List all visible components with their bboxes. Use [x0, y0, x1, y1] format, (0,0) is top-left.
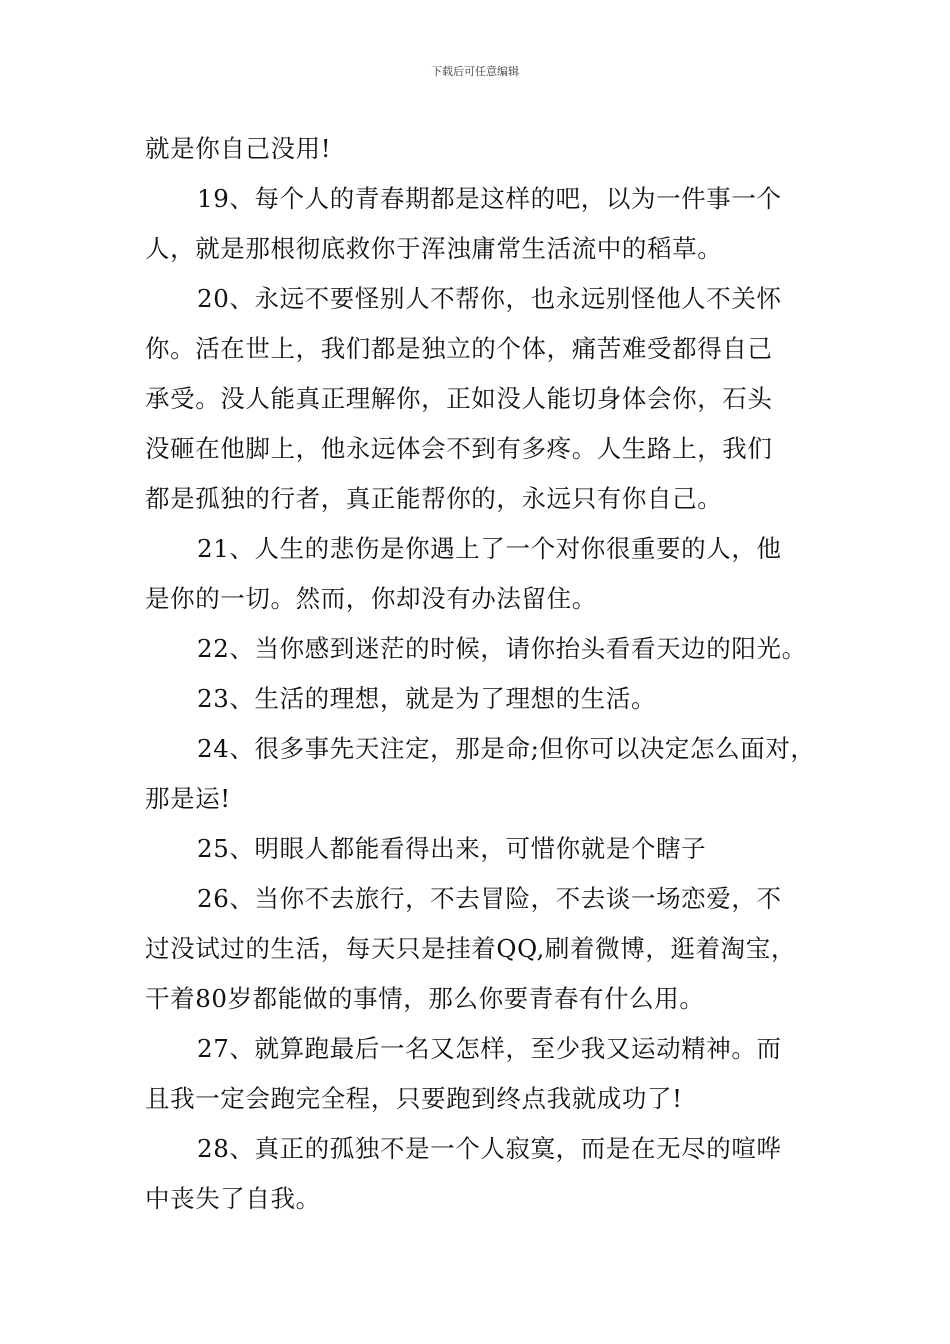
text-line: 你。活在世上，我们都是独立的个体，痛苦难受都得自己: [145, 334, 773, 363]
text-line: 那是运!: [145, 784, 231, 813]
page-header: 下载后可任意编辑: [431, 65, 519, 78]
text-line: 20、永远不要怪别人不帮你，也永远别怪他人不关怀: [197, 284, 782, 313]
text-line: 28、真正的孤独不是一个人寂寞，而是在无尽的喧哗: [197, 1134, 782, 1163]
text-line: 人，就是那根彻底救你于浑浊庸常生活流中的稻草。: [145, 234, 723, 263]
text-line: 且我一定会跑完全程，只要跑到终点我就成功了!: [145, 1084, 683, 1113]
text-line: 22、当你感到迷茫的时候，请你抬头看看天边的阳光。: [197, 634, 807, 663]
text-line: 就是你自己没用!: [145, 134, 332, 163]
text-line: 都是孤独的行者，真正能帮你的，永远只有你自己。: [145, 484, 723, 513]
document-body: [145, 124, 825, 1224]
text-line: 24、很多事先天注定，那是命;但你可以决定怎么面对，: [197, 734, 816, 763]
text-line: 26、当你不去旅行，不去冒险，不去谈一场恋爱，不: [197, 884, 782, 913]
text-line: 承受。没人能真正理解你，正如没人能切身体会你，石头: [145, 384, 773, 413]
text-line: 过没试过的生活，每天只是挂着QQ,刷着微博，逛着淘宝，: [145, 934, 796, 963]
text-line: 中丧失了自我。: [145, 1184, 321, 1213]
text-line: 19、每个人的青春期都是这样的吧，以为一件事一个: [197, 184, 782, 213]
text-line: 干着80岁都能做的事情，那么你要青春有什么用。: [145, 984, 705, 1013]
text-line: 是你的一切。然而，你却没有办法留住。: [145, 584, 597, 613]
text-line: 23、生活的理想，就是为了理想的生活。: [197, 684, 657, 713]
text-line: 21、人生的悲伤是你遇上了一个对你很重要的人，他: [197, 534, 782, 563]
text-line: 没砸在他脚上，他永远体会不到有多疼。人生路上，我们: [145, 434, 773, 463]
text-line: 27、就算跑最后一名又怎样，至少我又运动精神。而: [197, 1034, 782, 1063]
text-line: 25、明眼人都能看得出来，可惜你就是个瞎子: [197, 834, 707, 863]
